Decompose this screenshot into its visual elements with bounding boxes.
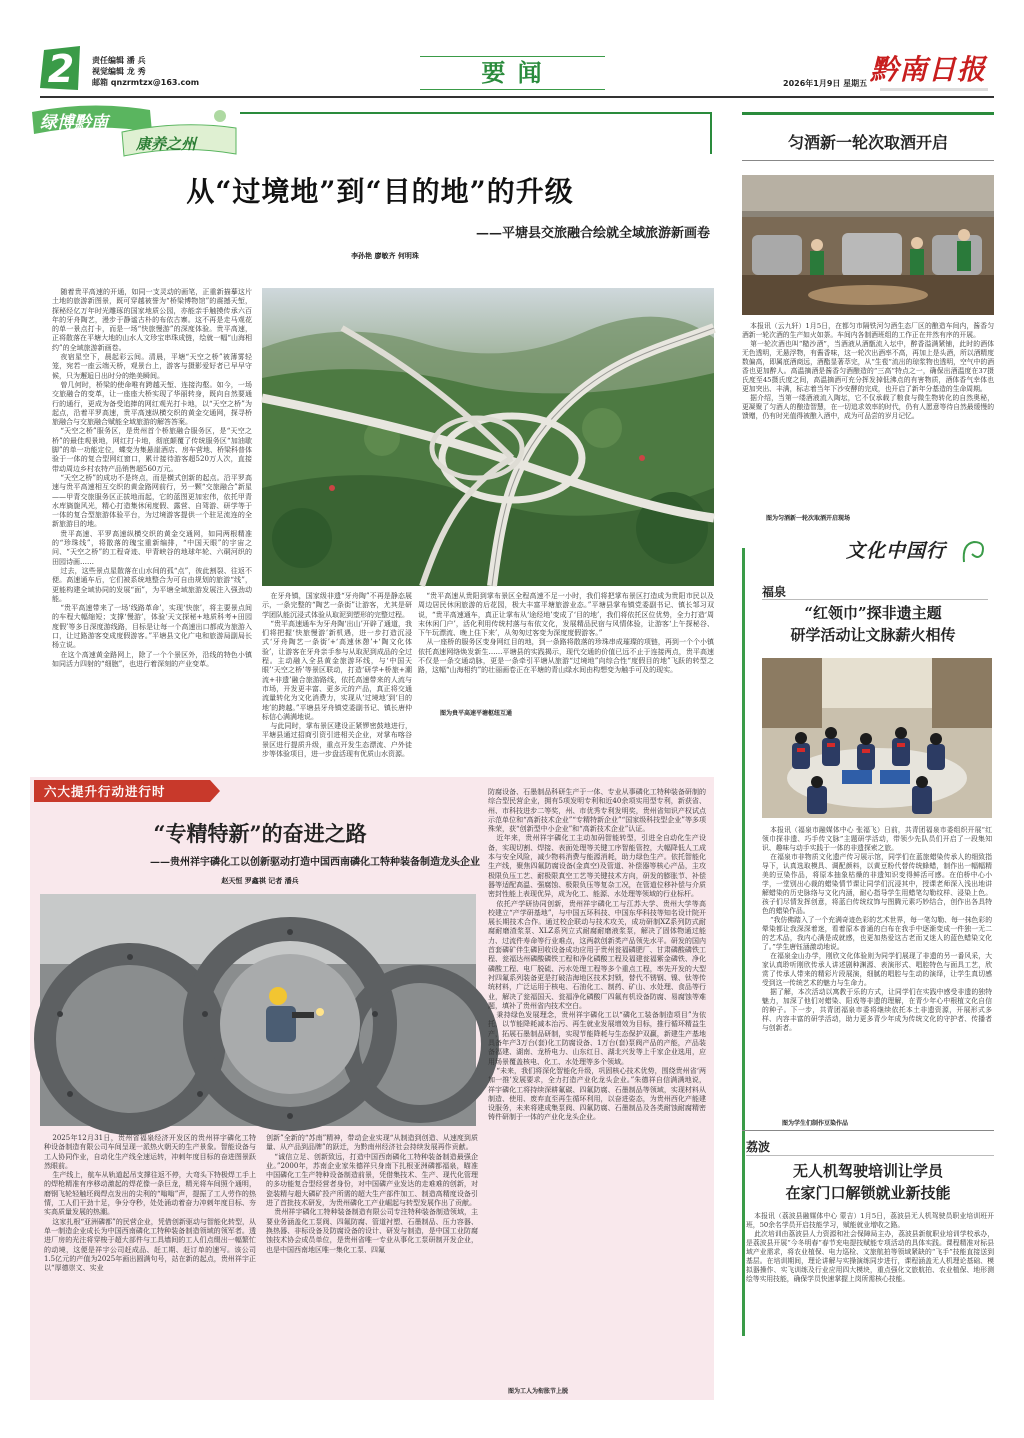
industry-paragraph: 依托产学研协同创新，贵州祥宇磷化工与江苏大学、贵州大学等高校建立“产学研基地”，与中国五环科技、中国东华科技等知名设计院开展长期技术合作。通过校企联动与技术攻关，成功研制XZ系列防式耐腐耐磨渣浆泵、XLZ系列立式耐腐耐磨液浆泵，解决了固体物通过能力、过流件寿命等行业难点，这两款创新类产品领先水平。研发的国内首套磷矿伴生磷回收设备成功应用于贵州瓮福磷肥厂、甘肃磷酸磷铁工程、瓮福达州磷酸磷铁工程和净化磷酸工程及福建瓮福紫金磷铁、净化磷酸工程、电厂脱硫、污水处理工程等多个重点工程，率先开发的大型衬四氟系列装备更是打破洁海地区技术封锁，替代不锈钢、镍、钛等传统材料，广泛运用于核电、石油化工、制药、矿山、水处理、食品等行业，解决了瓮福国天、瓮福净化磷酸厂四氟有机设备防腐、易腐蚀等难题，填补了贵州省内技术空白。: [488, 899, 706, 1010]
industry-paragraph: 防腐设备、石墨制品科研生产于一体、专业从事磷化工特种装备研制的综合型民营企业，拥有5项发明专利和近40余项实用型专利，新获省、州、市科技进步二等奖，州、市优秀专利发明奖，贵州省知识产权试点示范单位和“高新技术企业”“专精特新企业”“国家级科技型企业”等多项殊荣，获“创新型中小企业”和“高新技术企业”认证。: [488, 788, 706, 834]
lead-headline: 从“过境地”到“目的地”的升级: [186, 175, 574, 208]
editor-info: [92, 55, 199, 88]
column-tag-line1: 绿博黔南: [40, 113, 108, 133]
lead-paragraph: 过去，这些景点星散落在山水间的孤“点”，彼此割裂、往返不便。高速通车后，它们被系统地整合为可自由规划的旅游“线”，更能构建全域协同的发展“面”，为平塘全域旅游发展注入强劲动能。: [52, 566, 252, 603]
drone-headline-line1: 无人机驾驶培训让学员: [792, 1162, 943, 1180]
industry-column-1: [44, 1134, 256, 1380]
culture-body: [762, 826, 992, 1106]
liquor-paragraph: 第一轮次酒也叫“糙沙酒”，当酒液从酒甑流入坛中，醉香溢满紧铺，此时的酒体无色透明，无悬浮物，有酱香味，这一轮次出酒率不高，再加上是头酒，所以酒精度数偏高，即属底酒商远，酒酯显著萃完，从“生苞”流出的琼浆物也透明，空气中的酒香也更加醉人。高温摘酒是酱香匀酒酿造的“三高”特点之一，确保出酒温度在37摄氏度至45摄氏度之间，高温摘酒可充分挥发掉低沸点的有害物质，酒体香气幸体也更加突出、丰满，标志着当年下沙安酵的完成，也开启了新年分基造的生命周期。: [742, 340, 994, 393]
culture-paragraph: 在福泉金山办学，刚欣文化体验则为同学们展现了非遗的另一番风采，大家认真聆听刚欣传承人讲述剧种渊源、表演形式、唱腔特色与面具工艺，欣赏了传承人带来的精彩片段展演，细腻的唱腔与生动的演绎，让学生真切感受到这一传统艺术的魅力与生命力。: [762, 952, 992, 987]
liquor-paragraph: 据介绍，当第一缕酒液流入陶坛，它不仅承载了粮食与微生物转化的自然奥秘，更凝聚了匀酒人的酿造智慧，在一切追求效率的时代，仍有人愿意等待自然最缓慢的馈赠，仍有时光值得被酿入酒中，成为可品尝的岁月记忆。: [742, 394, 994, 420]
culture-paragraph: 据了解，本次活动以寓教于乐的方式，让同学们在实践中感受非遗的独特魅力，加深了他们对蜡染、阳戏等非遗的理解，在青少年心中根植文化自信的种子。下一步，共青团福泉市委将继续依托本土非遗资源，开展形式多样、内容丰富的研学活动，助力更多青少年成为传统文化的守护者、传播者与创新者。: [762, 988, 992, 1032]
masthead-rule: [40, 96, 994, 98]
industry-banner: 六大提升行动进行时: [44, 784, 166, 799]
liquor-photo: [742, 175, 994, 315]
culture-headline-line2: 研学活动让文脉薪火相传: [790, 626, 956, 644]
culture-banner: 文化中国行: [846, 540, 947, 562]
culture-headline-line1: “红领巾”探非遗主题: [804, 604, 942, 622]
industry-photo-credit: 图为工人为衔胀节上脱: [508, 1388, 569, 1395]
lead-paragraph: 在牙舟镇，国家级非遗“牙舟陶”不再是静态展示，一条完整的“陶艺一条街”让游客，尤其是研学团队能沉浸式体验从取泥到塑形的完整过程。: [262, 592, 412, 619]
lead-photo-credit: 图为贵平高速平塘枢纽互通: [440, 710, 513, 717]
lead-subtitle: ——平塘县交旅融合绘就全域旅游新画卷: [475, 226, 710, 241]
lead-paragraph: “天空之桥”的成功不是终点，而是横式创新的起点。沿平罗高速与贵平高速相互交织的黄金路网前行，另一颗“交旅融合”新星——甲青交旅服务区正拔地而起，它的蓝图更加宏伟，依托甲青水库旖旎风光，精心打造集休闲度假、露营、自驾游、研学等于一体的复合型旅游体验平台，为过境游客提供一个驻足流连的全新旅游目的地。: [52, 473, 252, 529]
section-title: 要 闻: [481, 58, 544, 87]
lead-frame-vline: [710, 112, 712, 154]
lead-paragraph: 在这个高速黄金路网上，除了一个个景区外，沿线的特色小镇如同活力四射的“细胞”，也进行着深刻的产业变革。: [52, 650, 252, 668]
lead-paragraph: 贵平高速、平罗高速纵横交织的黄金交通网，如同两根精准的“珍珠线”，将散落的瑰宝重新编排，“中国天眼”的宇宙之问、“天空之桥”的工程奇迹、甲青峡谷的地球年轮、六硐河织的田园诗画……: [52, 529, 252, 566]
newspaper-logo: 黔南日报: [870, 53, 987, 86]
lead-paragraph: “贵平高速带来了一场‘线路革命’，实现‘快旅’，将主要景点间的车程大幅缩短；支撑‘慢游’，体验‘天文探秘+地质科考+田园度假’等多日深度游线路，目标是让每一个高速出口都成为旅游入口，让过路游客变成度假游客。”平塘县文化广电和旅游局副局长杨立说。: [52, 604, 252, 650]
culture-photo: [762, 658, 992, 818]
industry-headline: “专精特新”的奋进之路: [153, 821, 367, 846]
industry-paragraph: 生产线上，航车从轨道起吊支撑往返不停，大弯头下特极焊工手上的焊枪精准有序移动激起的焊花像一条巨龙，精光将车间照个通明，磨钢飞轮轻触坯阀焊点发出的尖利的“嗡嗡”声，提振了工人劳作的热情，工人们干劲十足，争分夺秒，处处涌动着奋力冲刺年度目标、夯实高质量发展的热潮。: [44, 1171, 256, 1217]
lead-paragraph: 夜宿星空下，晨起彩云间。清晨，平塘“天空之桥”被薄雾轻笼，宛若一座云端天桥，观景台上，游客与摄影爱好者已早早守候，只为邂逅日出时分的绝美瞬间。: [52, 353, 252, 380]
column-tag-line2: 康养之州: [136, 135, 197, 153]
lead-frame-line: [240, 112, 712, 114]
lead-column-2: [262, 592, 412, 759]
interchange-photo-art: [262, 288, 714, 586]
industry-paragraph: “未来，我们将深化智能化升级，巩固核心技术优势，围绕贵州省‘两加一推’发展要求，全力打造产业化龙头企业。”朱德祥自信满满地说，祥宇磷化工将持续深耕氟碳、四氟防腐、石墨制品等领域，实现材料从制造、使用、废弃直至再生循环利用，以奋进姿态，为贵州西化产能建设服务，未来将建成集泵阀、四氟防腐、石墨制品及各类耐蚀耐腐精密铸件研制于一体的产业化龙头企业。: [488, 1066, 706, 1122]
industry-paragraph: 2025年12月31日，贵州省福泉经济开发区的贵州祥宇磷化工特种设备制造有限公司车间呈现一派热火朝天的生产景象。智能设备与工人协同作业，自动化生产线全速运转，冲刺年度目标的奋进图景跃然眼前。: [44, 1134, 256, 1170]
liquor-photo-art: [742, 175, 994, 315]
industry-photo: [40, 894, 476, 1126]
vision-editor-line: 视觉编辑 龙 秀: [92, 67, 146, 76]
industry-paragraph: 这家扎根“亚洲磷都”的民营企业，凭借创新驱动与智能化转型，从单一制造企业成长为中国西南磷化工特种装备制造领域的领军者。透进厂房的光注将穿梭于超大部件与工具墙间的工人们点缀出一幅繁忙的动境，这便是祥宇公司赶成品、赶工期、赶订单的速写。该公司1.5亿元的产值为2025年画出圆满句号，站在新的起点，贵州祥宇正以“厚德崇文、实业: [44, 1217, 256, 1273]
issue-date: 2026年1月9日 星期五: [783, 79, 868, 88]
lead-paragraph: “贵平高速通车为牙舟陶‘出山’开辟了通道，我们将把握‘快旅慢游’新机遇，进一步打造沉浸式‘牙舟陶艺一条街’+‘高速休憩’+‘陶文化体验’，让游客在牙舟亲手参与从取泥到成品的全过程。主动融入全县黄金旅游环线，与‘中国天眼’‘天空之桥’等景区联动，打造‘研学+桥旅+潮流+非遗’融合旅游路线，依托高速带来的人流与市场，开发更丰富、更多元的产品，真正将交通流量转化为文化消费力，实现从‘过境地’到‘目的地’的跨越。”平塘县牙舟镇党委副书记、镇长唐仲标信心满满地说。: [262, 619, 412, 721]
culture-location-rule: [762, 599, 988, 600]
industry-paragraph: 近年来，贵州祥宇磷化工主动加码智能转型，引进全自动化生产设备，实现切割、焊接、表面处理等关键工序智能管控，大幅降低人工成本与安全风险，减少物料消费与能源消耗，助力绿色生产。依托智能化生产线，聚焦四氟防腐设备(金真空)及管道、补偿器等核心产品，主攻极限负压工艺、耐极限真空工艺等关键技术方向，研发的膨胀节、补偿器等适配高温、强腐蚀、极限负压等复杂工况，在管道位移补偿与介质密封性能上表现优异，成为化工、能源、水处理等领域的行业标杆。: [488, 834, 706, 899]
swirl-icon: [960, 536, 988, 566]
culture-photo-art: [762, 658, 992, 818]
lead-paragraph: 随着贵平高速的开通，如同一支灵动的画笔，正重新描摹这片土地的旅游新图景，既可穿越被誉为“桥梁博物馆”的震撼天堑，探秘经亿万年时光雕琢的国家地质公园，亦能亲手触摸传承六百年的牙舟陶艺，漫步于静谧古朴的布依古寨。这不再是走马观花的单一景点打卡，而是一场“快旅慢游”的深度体验。贵平高速，正将散落在平塘大地的山水人文珍宝串珠成链，绘就一幅“山海相约”的全域旅游新画卷。: [52, 288, 252, 352]
industry-paragraph: “诚信立足、创新致远，打造中国西南磷化工特种装备制造最强企业。”2000年，苏南企业家朱德祥只身南下扎根亚洲磷都福泉，瞄准中国磷化工生产特种设备制造前景，凭借集技术、生产、现代化管理的多功能复合型经营者身份，对中国磷产业发达的走难难的创新，对瓷装精与超大磷矿投产所需的超大生产部件加工、制造高精度设备引进了首批技术研发，为贵州磷化工产业崛起与转型发展作出了贡献。: [266, 1152, 478, 1208]
lead-paragraph: 曾几何时，桥梁的使命唯有跨越天堑、连接沟壑。如今，一场交旅融合的变革，让一座座大桥实现了华丽转身，既向自然要通行的通行，更成为备受追捧的网红观光打卡地，以“天空之桥”为起点，沿着平罗高速，贵平高速纵横交织的黄金交通网，探寻桥旅融合与交旅融合赋能全域旅游的解答答案。: [52, 380, 252, 427]
industry-paragraph: 创新”全新的“苏南”精神，带动企业实现“从制造到创造、从速度到质量、从产品到品牌”的跃迁，为黔南州经济社会持续发展再作贡献。: [266, 1134, 478, 1152]
industry-subtitle: ——贵州祥宇磷化工以创新驱动打造中国西南磷化工特种装备制造龙头企业: [150, 857, 480, 868]
lead-paragraph: 从一座桥的服务区变身网红目的地，到一条路将散落的珍珠串成璀璨的项链，再到一个个小镇依托高速网络焕发新生……平塘县的实践揭示，现代交通的价值已远不止于连接两点，贵平高速不仅是一条交通动脉，更是一条牵引平塘从旅游“过境地”向综合性“度假目的地”飞跃的转型之路，这幅“山海相约”的壮丽画卷正在平塘的青山绿水间由构想变为触手可及的现实。: [418, 638, 714, 675]
culture-paragraph: 在福泉市非物质文化遗产传习展示馆，同学们在蓝旅蜡染传承人的细致指导下，认真选取模具、调配颜料，以黄豆粉代替传统蜂蜡，制作出一幅幅精美的豆染作品，将原本抽象枯燥的非遗知识变得鲜活可感。在伯桥中心小学，一堂别出心裁的蜡染情节课让同学们沉浸其中，授课老师深入浅出地讲解蜡染的历史脉络与文化内涵，耐心指导学生用蜡笔勾勒纹样、浸染上色。孩子们尽情发挥创意，将蓝白传统纹饰与图腾元素巧妙结合，创作出各具特色的蜡染作品。: [762, 853, 992, 915]
email-line: 邮箱 qnzrmtzx@163.com: [92, 78, 200, 87]
industry-paragraph: 贵州祥宇磷化工特种装备制造有限公司专注特种装备制造领域，主要业务涵盖化工泵阀、四氟防腐、管道衬塑、石墨制品、压力容器、换热器、非标设备及防腐设备的设计、研发与制造，是中国工业防腐蚀技术协会成员单位，是贵州省唯一专业从事化工泵研制开发企业，也是中国西南地区唯一集化工泵、四氟: [266, 1208, 478, 1254]
liquor-top-bar: [742, 112, 994, 115]
drone-paragraph: 此次培训由荔波县人力资源和社会保障局主办，荔波县新航职业培训学校承办，是荔波县开展“今冬明春”春节充电提技赋能专项活动的具体实践。课程精准对标县域产业需求，将农业植保、电力巡检、文旅航拍等领域紧缺的“飞手”技能直接送到基层。在培训期间，理论讲解与实操演练同步进行，课程涵盖无人机理论基础、模拟器操作、实飞训练及行业应用四大模块，重点强化文旅航拍、农业植保、地形测绘等实用技能，确保学员快速掌握上岗所需核心技能。: [746, 1230, 994, 1283]
page-number: [40, 46, 82, 92]
lead-column-3: [418, 592, 714, 704]
industry-column-2: [266, 1134, 478, 1380]
culture-banner-swirl: [960, 536, 988, 566]
culture-location: 福泉: [762, 585, 787, 599]
liquor-headline: 匀酒新一轮次取酒开启: [787, 133, 948, 152]
drone-body: [746, 1212, 994, 1402]
lead-paragraph: “贵平高速从贵阳到掌布景区全程高速不足一小时，我们将把掌布景区打造成为贵阳市民以及周边居民休闲旅游的后花园，极大丰富平塘旅游业态。”平塘县掌布镇党委副书记、镇长邹习双说，“贵平高速通车，真正让掌布从‘途经地’变成了‘目的地’，我们将依托区位优势，全力打造‘周末休闲门户’，活化利用传统村落与布依文化，发展精品民宿与风情体验，让游客‘上午探秘谷、下午玩漂流、晚上住下来’，从匆匆过客变为深度度假游客。”: [418, 592, 714, 638]
lead-column-1: [52, 288, 252, 718]
industry-photo-art: [40, 894, 476, 1126]
culture-photo-credit: 图为学生们制作豆染作品: [782, 1120, 849, 1127]
lead-paragraph: “天空之桥”服务区，是贵州首个桥旅融合服务区，是“天空之桥”的最佳观景地，网红打卡地，彻底颠覆了传统服务区“加油歇脚”的单一功能定位，蝶变为集悬崖酒店、房车营地、桥梁科普体验于一体的复合型网红窗口，累计接待游客超520万人次，直接带动周边乡村农特产品销售超560万元。: [52, 427, 252, 473]
column-tag: [30, 102, 240, 158]
editor-line: 责任编辑 潘 兵: [92, 56, 146, 65]
logo-subline: [880, 88, 988, 91]
drone-top-rule: [742, 1130, 994, 1131]
lead-paragraph: 与此同时，掌布景区建设正紧锣密鼓地进行，平塘县通过招商引资引进相关企业，对掌布喀谷景区进行提质升级，重点开发生态漂流、户外徒步等体验项目，进一步盘活现有优质山水资源。: [262, 722, 412, 759]
lead-byline: 李孙艳 廖敏齐 何明珠: [351, 252, 419, 260]
page-number-text: 2: [47, 47, 75, 91]
drone-location: 荔波: [746, 1140, 771, 1154]
liquor-photo-credit: 图为匀酒新一轮次取酒开启现场: [766, 515, 851, 522]
liquor-title-rule: [742, 160, 994, 161]
liquor-paragraph: 本报讯（云九轩）1月5日，在都匀市隔铁河匀酒生态厂区的酿造车间内，酱香匀酒新一轮次酒的生产如火如荼。车间内各制酒班组的工作正在井然有序的开展。: [742, 322, 994, 339]
culture-paragraph: “我仿佛踏入了一个充满奇迹色彩的艺术世界，每一笔勾勒、每一抹色彩的晕染都让我深深着迷，看着原本普通的白布在我手中逐渐变成一件独一无二的艺术品，我内心满是成就感，也更加热爱这古老而又迷人的蓝色蜡染文化了。”学生唐钰涵激动地说。: [762, 916, 992, 951]
liquor-body: [742, 322, 994, 502]
drone-location-rule: [746, 1155, 994, 1156]
culture-paragraph: 本报讯（福泉市融媒体中心 张福飞）日前，共青团福泉市委组织开展“红领巾探非遗、巧手传文脉”主题研学活动，带领少先队员们开启了一段集知识、趣味与动手实践于一体的非遗探索之旅。: [762, 826, 992, 852]
industry-paragraph: 秉持绿色发展理念，贵州祥宇磷化工以“磷化工装备制造项目”为依托，以节能降耗减本治污、再生就业发展增效为目标，推行循环精益生产，拓展石墨制品研制，实现节能降耗与生态保护双赢，新建生产基地具备年产3万台(套)化工防腐设备、1万台(套)泵阀产品的产能，产品装备福建、湖南、龙桥电力、山东红日、湖北兴发等上千家企业选用，应用场景覆盖核电、化工、水处理等多个领域。: [488, 1011, 706, 1066]
industry-byline: 赵天恒 罗鑫祺 记者 潘兵: [221, 877, 299, 885]
industry-column-3: [488, 788, 706, 1376]
drone-headline-line2: 在家门口解锁就业新技能: [785, 1184, 951, 1202]
interchange-photo: [262, 288, 714, 586]
drone-paragraph: 本报讯（荔波县融媒体中心 蒙吉）1月5日，荔波县无人机驾驶员职业培训班开班，50余名学员开启技能学习，赋能就业增收之路。: [746, 1212, 994, 1229]
